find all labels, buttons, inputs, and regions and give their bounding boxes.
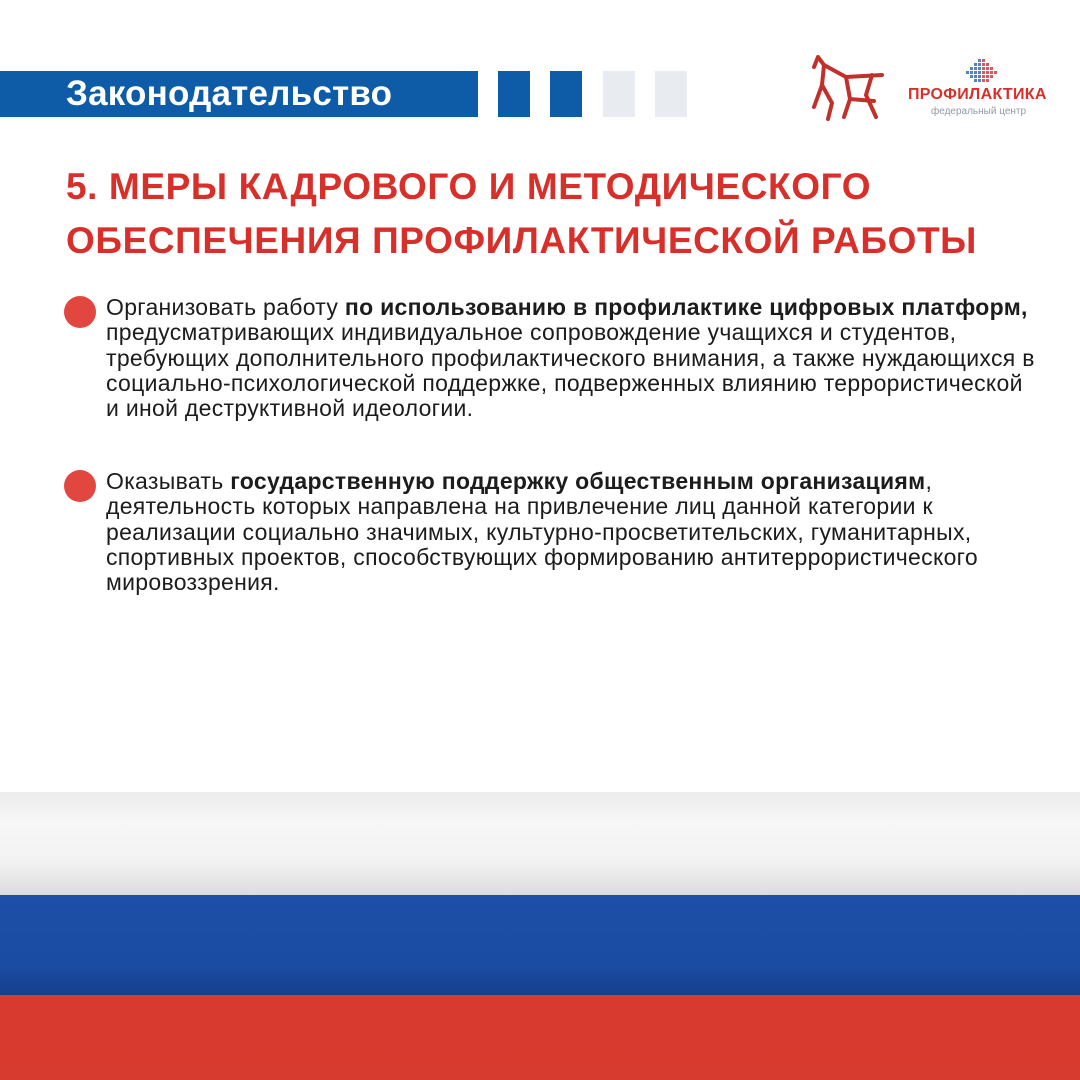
- item-text: , деятельность которых направлена на привлечение лиц данной категории к реализации социально значимых, культурно-просветительских, гуманитарных, спортивных проектов, способствующих формированию антитеррористического мировоззрения.: [106, 468, 978, 596]
- dot-grid-logo-icon: [966, 57, 1000, 85]
- headline-line: 5. МЕРЫ КАДРОВОГО И МЕТОДИЧЕСКОГО: [66, 166, 872, 207]
- horse-logo-icon: [810, 55, 886, 121]
- headline-line: ОБЕСПЕЧЕНИЯ ПРОФИЛАКТИЧЕСКОЙ РАБОТЫ: [66, 220, 978, 261]
- bullet-dot-icon: [64, 470, 96, 502]
- item-intro: Организовать работу: [106, 294, 345, 320]
- logo-name: ПРОФИЛАКТИКА: [908, 86, 1047, 103]
- item-intro: Оказывать: [106, 468, 231, 494]
- decor-square: [655, 71, 687, 117]
- flag-white-stripe: [0, 792, 1080, 895]
- list-item: [106, 469, 1036, 595]
- decor-square: [550, 71, 582, 117]
- flag-red-stripe: [0, 995, 1080, 1080]
- decor-square: [603, 71, 635, 117]
- item-emphasis: по использованию в профилактике цифровых платформ,: [344, 294, 1028, 320]
- page-headline: [66, 160, 1056, 268]
- decor-square: [498, 71, 530, 117]
- section-title: Законодательство: [66, 74, 393, 113]
- flag-blue-stripe: [0, 895, 1080, 995]
- logo-subtitle: федеральный центр: [931, 106, 1027, 117]
- item-emphasis: государственную поддержку общественным организациям: [230, 468, 926, 494]
- bullet-dot-icon: [64, 296, 96, 328]
- item-text: предусматривающих индивидуальное сопровождение учащихся и студентов, требующих дополнительного профилактического внимания, а также нуждающихся в социально-психологической поддержке, подверженных влиянию террористической и иной деструктивной идеологии.: [106, 319, 1035, 422]
- list-item: [106, 295, 1036, 421]
